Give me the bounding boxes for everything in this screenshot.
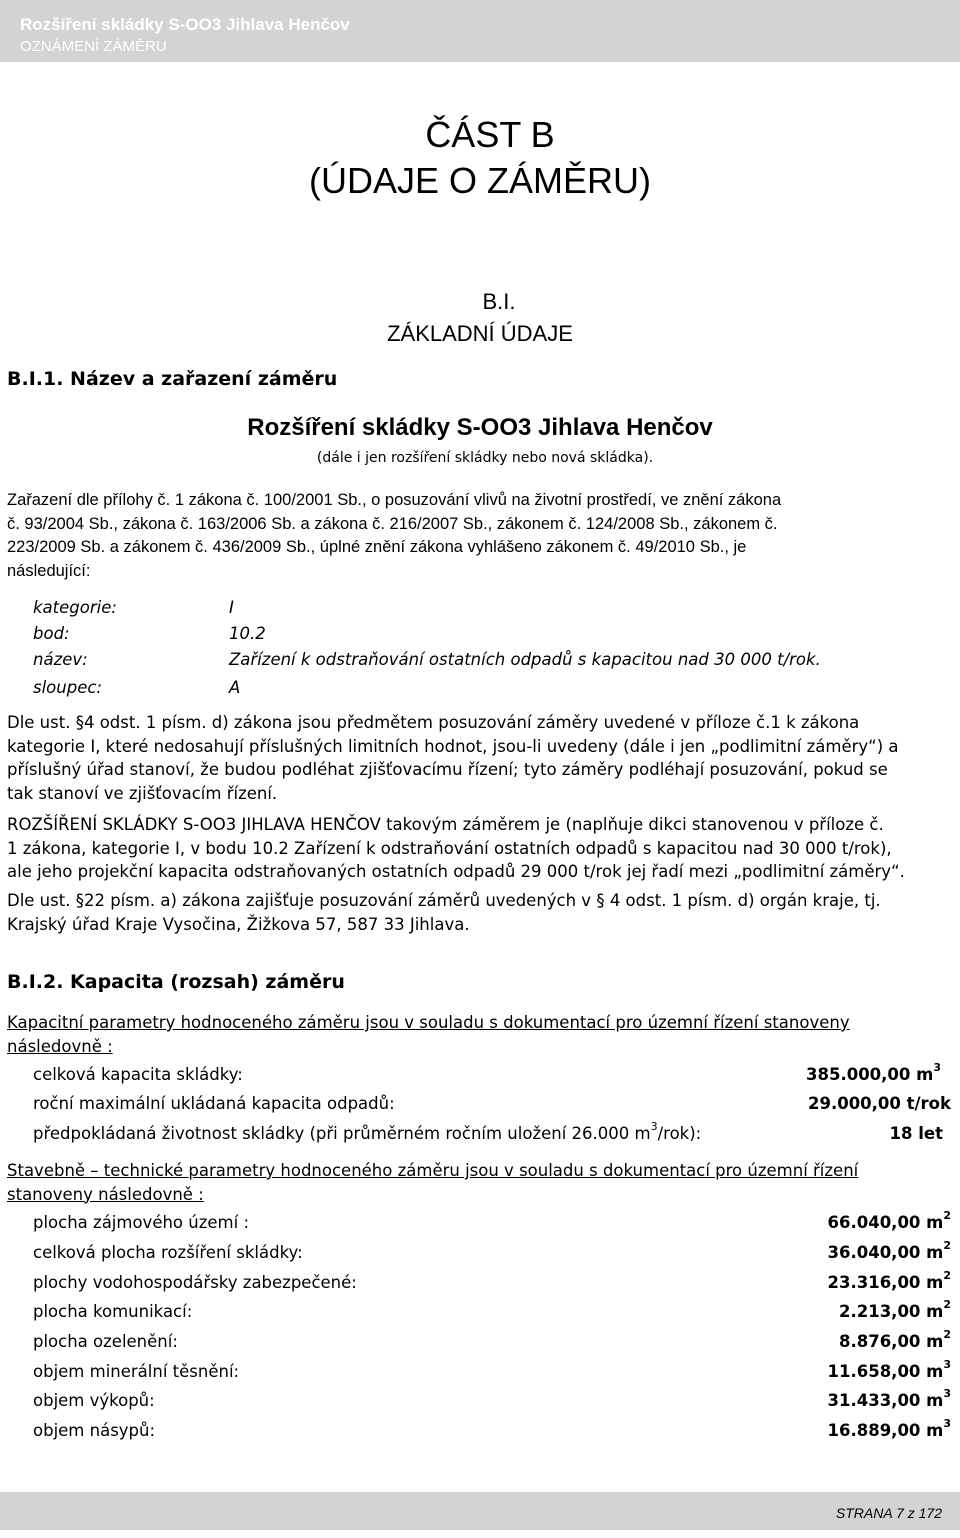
paragraph-authority	[7, 889, 953, 936]
row-label: plocha zájmového území :	[33, 1213, 250, 1232]
capacity-heading	[7, 1011, 953, 1058]
capacity-row	[33, 1120, 951, 1148]
para2-line: příslušný úřad stanoví, že budou podléhat zjišťovacímu řízení; tyto záměry podléhají posuzování, pokud se	[7, 760, 888, 779]
row-value: 18 let	[889, 1124, 943, 1143]
technical-row	[33, 1209, 951, 1237]
row-label: plocha komunikací:	[33, 1302, 193, 1321]
technical-row	[33, 1417, 951, 1445]
project-note: (dále i jen rozšíření skládky nebo nová skládka).	[316, 450, 654, 466]
technical-row	[33, 1298, 951, 1326]
row-value: 385.000,00 $m^3$	[806, 1061, 941, 1084]
row-label: plochy vodohospodářsky zabezpečené:	[33, 1273, 357, 1292]
para2-line: kategorie I, které nedosahují příslušných limitních hodnot, jsou-li uvedeny (dále i jen „podlimitní záměry“) a	[7, 736, 899, 756]
header-title: Rozšíření skládky S-OO3 Jihlava Henčov	[20, 15, 350, 34]
row-value: 23.316,00 $m^2$	[827, 1269, 951, 1292]
paragraph-classification-result	[7, 813, 953, 884]
row-value: 66.040,00 $m^2$	[827, 1209, 951, 1232]
para4-line: Krajský úřad Kraje Vysočina, Žižkova 57, 587 33 Jihlava.	[7, 914, 470, 934]
row-label: objem násypů:	[33, 1421, 156, 1440]
technical-row	[33, 1328, 951, 1356]
part-title	[0, 112, 960, 204]
row-value: 36.040,00 $m^2$	[827, 1239, 951, 1262]
para1-line: následující:	[7, 561, 91, 580]
para3-line: ROZŠÍŘENÍ SKLÁDKY S-OO3 JIHLAVA HENČOV takovým záměrem je (naplňuje dikci stanovenou v příloze č.	[7, 815, 884, 834]
technical-row	[33, 1358, 951, 1386]
row-label: plocha ozelenění:	[33, 1332, 178, 1351]
section-title-line1: B.I.	[482, 289, 516, 314]
classification-value: I	[229, 598, 234, 617]
page-header	[0, 0, 960, 62]
classification-value: 10.2	[229, 624, 266, 643]
part-title-line1: ČÁST B	[425, 114, 555, 155]
part-title-line2: (ÚDAJE O ZÁMĚRU)	[309, 160, 651, 201]
row-value: 8.876,00 $m^2$	[838, 1328, 951, 1351]
classification-key: sloupec:	[33, 678, 102, 697]
row-label: roční maximální ukládaná kapacita odpadů:	[33, 1094, 395, 1113]
para3-line: 1 zákona, kategorie I, v bodu 10.2 Zařízení k odstraňování ostatních odpadů s kapacitou nad 30 000 t/rok),	[7, 838, 892, 858]
capacity-heading-line: Kapacitní parametry hodnoceného záměru jsou v souladu s dokumentací pro územní řízení stanoveny	[7, 1013, 850, 1032]
capacity-row	[33, 1094, 951, 1118]
classification-key: kategorie:	[33, 598, 117, 617]
row-label: objem minerální těsnění:	[33, 1362, 240, 1381]
para2-line: tak stanoví ve zjišťovacím řízení.	[7, 783, 278, 803]
technical-row	[33, 1387, 951, 1415]
row-value: 16.889,00 $m^3$	[827, 1417, 951, 1440]
para2-line: Dle ust. §4 odst. 1 písm. d) zákona jsou předmětem posuzování záměry uvedené v příloze č.1 k zákona	[7, 713, 860, 732]
row-value: 2.213,00 $m^2$	[838, 1298, 951, 1321]
row-value: 29.000,00 t/rok	[807, 1094, 951, 1113]
classification-value: A	[229, 678, 241, 697]
technical-heading-line: Stavebně – technické parametry hodnoceného záměru jsou v souladu s dokumentací pro územní řízení	[7, 1161, 859, 1180]
heading-b11: B.I.1. Název a zařazení záměru	[7, 368, 338, 390]
technical-heading-line: stanoveny následovně :	[7, 1184, 204, 1204]
classification-paragraph	[7, 489, 953, 583]
page-number: STRANA 7 z 172	[835, 1505, 942, 1521]
para1-line: č. 93/2004 Sb., zákona č. 163/2006 Sb. a zákona č. 216/2007 Sb., zákonem č. 124/2008 Sb., zákonem č.	[7, 514, 778, 533]
section-title	[0, 286, 960, 350]
para3-line: ale jeho projekční kapacita odstraňovaných ostatních odpadů 29 000 t/rok jej řadí mezi „podlimitní záměry“.	[7, 862, 905, 881]
page-footer	[0, 1492, 960, 1530]
row-value: 11.658,00 $m^3$	[827, 1358, 951, 1381]
row-value: 31.433,00 $m^3$	[827, 1387, 951, 1410]
row-label: celková plocha rozšíření skládky:	[33, 1243, 303, 1262]
row-label: předpokládaná životnost skládky (při průměrném ročním uložení 26.000 $m^3/rok$):	[33, 1120, 702, 1143]
classification-key: název:	[33, 650, 88, 669]
classification-value: Zařízení k odstraňování ostatních odpadů s kapacitou nad 30 000 t/rok.	[229, 650, 821, 669]
classification-key: bod:	[33, 624, 70, 643]
technical-row	[33, 1239, 951, 1267]
section-title-line2: ZÁKLADNÍ ÚDAJE	[387, 321, 573, 346]
para4-line: Dle ust. §22 písm. a) zákona zajišťuje posuzování záměrů uvedených v § 4 odst. 1 písm. d) orgán kraje, tj.	[7, 891, 881, 910]
para1-line: 223/2009 Sb. a zákonem č. 436/2009 Sb., úplné znění zákona vyhlášeno zákonem č. 49/2010 Sb., je	[7, 538, 747, 556]
capacity-row	[33, 1061, 951, 1089]
technical-heading	[7, 1159, 953, 1206]
para1-line: Zařazení dle přílohy č. 1 zákona č. 100/2001 Sb., o posuzování vlivů na životní prostředí, ve znění zákona	[7, 491, 782, 509]
header-subtitle: OZNÁMENÍ ZÁMĚRU	[20, 38, 167, 55]
paragraph-subthreshold	[7, 711, 953, 805]
capacity-heading-line: následovně :	[7, 1036, 113, 1056]
technical-row	[33, 1269, 951, 1297]
row-label: objem výkopů:	[33, 1391, 155, 1410]
heading-b12: B.I.2. Kapacita (rozsah) záměru	[7, 971, 345, 993]
project-title: Rozšíření skládky S-OO3 Jihlava Henčov	[247, 414, 713, 441]
row-label: celková kapacita skládky:	[33, 1065, 243, 1084]
